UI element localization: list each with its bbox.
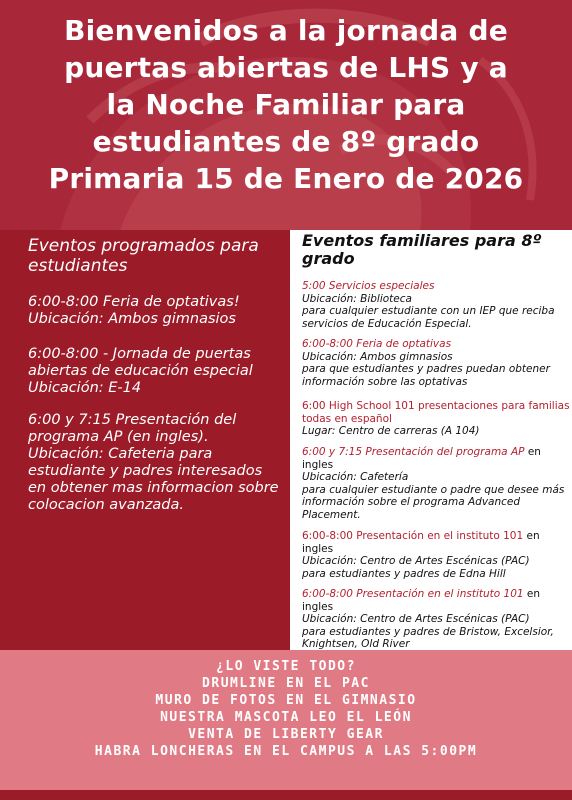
title-line-3: la Noche Familiar para	[106, 88, 466, 121]
family-event-location: Ubicación: Cafetería	[302, 471, 409, 483]
page-title	[0, 12, 572, 197]
footer-line: VENTA DE LIBERTY GEAR	[188, 727, 384, 742]
family-event-3	[302, 400, 570, 438]
family-event-language: en ingles	[302, 446, 541, 471]
family-event-title: 6:00-8:00 Feria de optativas	[302, 338, 452, 350]
student-events-column	[0, 230, 290, 650]
footer-line: NUESTRA MASCOTA LEO EL LEÓN	[160, 710, 412, 725]
family-event-4	[302, 446, 570, 521]
family-event-6	[302, 588, 570, 651]
family-event-title: 6:00 y 7:15 Presentación del programa AP	[302, 446, 525, 458]
family-event-desc: para cualquier estudiante o padre que desee más información sobre el programa Advanced Placement.	[302, 483, 565, 521]
family-event-desc: para estudiantes y padres de Edna Hill	[302, 567, 506, 580]
title-line-4: estudiantes de 8º grado	[92, 125, 480, 158]
footer-line: ¿LO VISTE TODO?	[216, 659, 356, 674]
family-events-heading: Eventos familiares para 8º grado	[302, 231, 542, 268]
family-event-1	[302, 280, 570, 330]
family-event-location: Ubicación: Biblioteca	[302, 292, 412, 305]
family-event-location: Ubicación: Centro de Artes Escénicas (PAC)	[302, 613, 530, 625]
title-line-5: Primaria 15 de Enero de 2026	[48, 162, 524, 195]
family-event-location: Ubicación: Ambos gimnasios	[302, 350, 453, 363]
footer-line: DRUMLINE EN EL PAC	[202, 676, 370, 691]
student-events-heading: Eventos programados para estudiantes	[28, 236, 259, 276]
family-event-desc: para que estudiantes y padres puedan obtener información sobre las optativas	[302, 363, 550, 388]
family-event-language: en ingles	[302, 530, 540, 555]
family-event-title: 6:00-8:00 Presentación en el instituto 101	[302, 530, 524, 542]
family-event-title: 6:00-8:00 Presentación en el instituto 101	[302, 588, 524, 600]
family-event-title: 6:00 High School 101 presentaciones para familias todas en español	[302, 400, 570, 425]
student-event-1: 6:00-8:00 Feria de optativas! Ubicación: Ambos gimnasios	[28, 294, 240, 327]
family-events-column	[290, 230, 572, 650]
family-event-title: 5:00 Servicios especiales	[302, 280, 435, 292]
title-line-1: Bienvenidos a la jornada de	[64, 14, 508, 47]
title-line-2: puertas abiertas de LHS y a	[64, 51, 508, 84]
bottom-bar	[0, 790, 572, 800]
family-event-2	[302, 338, 570, 388]
student-event-2: 6:00-8:00 - Jornada de puertas abiertas de educación especial Ubicación: E-14	[28, 346, 253, 396]
footer-line: HABRA LONCHERAS EN EL CAMPUS A LAS 5:00PM	[94, 744, 478, 759]
footer-highlights	[0, 650, 572, 790]
header-banner	[0, 0, 572, 230]
family-event-location: Ubicación: Centro de Artes Escénicas (PAC)	[302, 555, 530, 567]
family-event-desc: para cualquier estudiante con un IEP que reciba servicios de Educación Especial.	[302, 305, 555, 330]
family-event-language: en ingles	[302, 588, 541, 613]
family-event-location: Lugar: Centro de carreras (A 104)	[302, 425, 480, 437]
family-event-5	[302, 530, 570, 580]
family-event-desc: para estudiantes y padres de Bristow, Excelsior, Knightsen, Old River	[302, 625, 554, 650]
footer-line: MURO DE FOTOS EN EL GIMNASIO	[155, 693, 417, 708]
student-event-3: 6:00 y 7:15 Presentación del programa AP (en ingles). Ubicación: Cafeteria para estudiante y padres interesados en obtener mas informacion sobre colocacion avanzada.	[28, 412, 279, 513]
